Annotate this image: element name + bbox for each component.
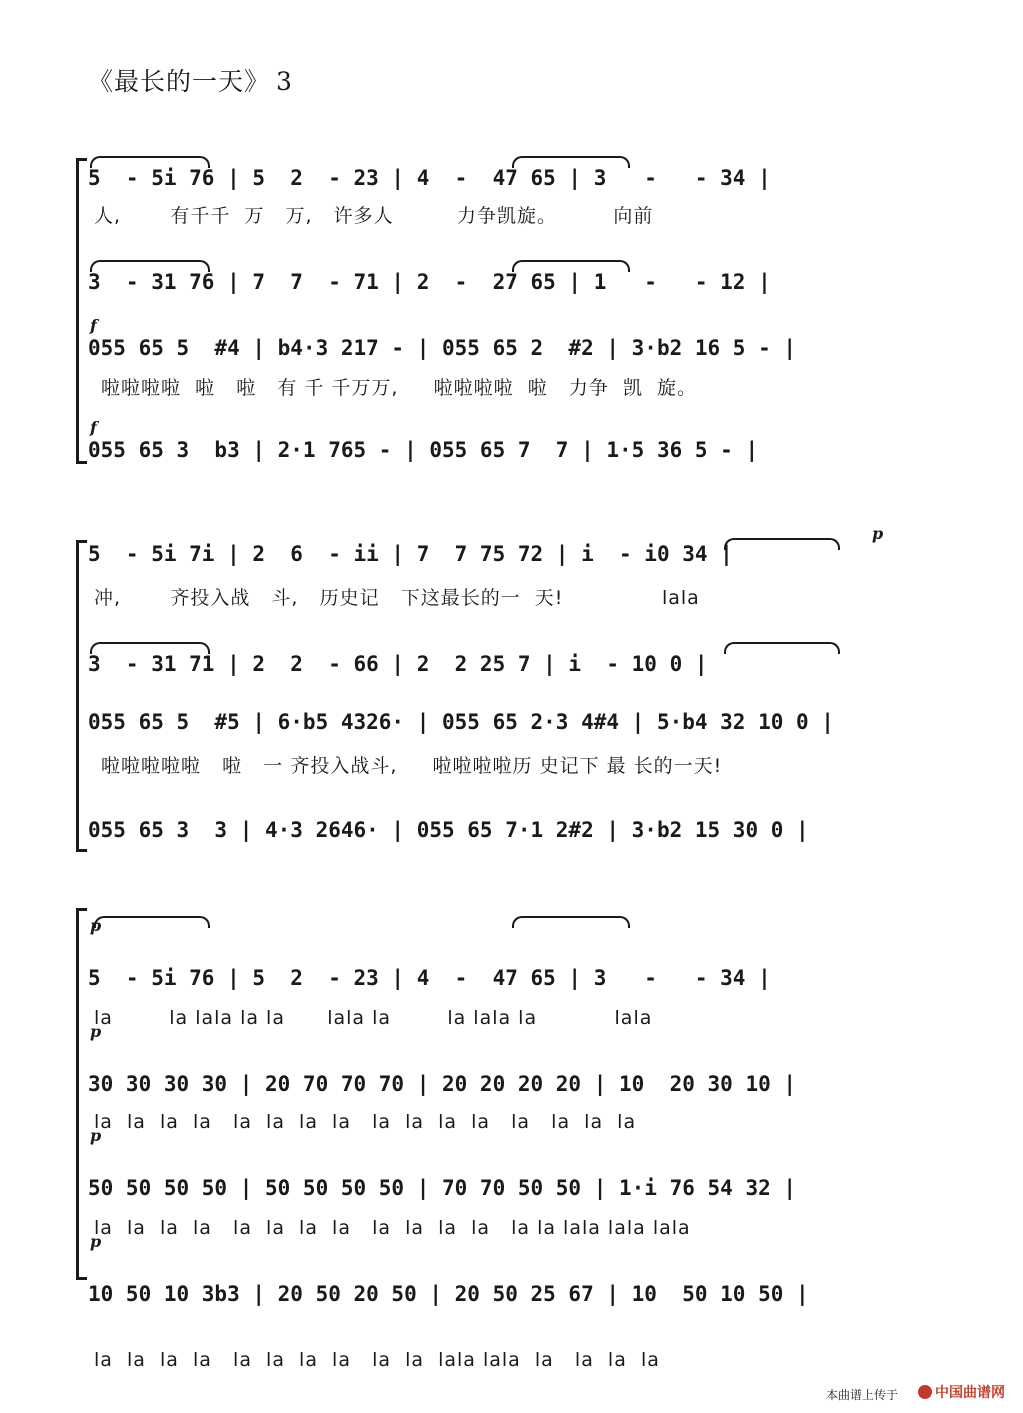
notation-row: 3 - 31 71 | 2 2 - 66 | 2 2 25 7 | i - 10 0 | bbox=[88, 652, 708, 676]
tie bbox=[94, 916, 210, 928]
notation-row: 5 - 5i 76 | 5 2 - 23 | 4 - 47 65 | 3 - - 34 | bbox=[88, 166, 771, 190]
lyric-row: 人, 有千千 万 万, 许多人 力争凯旋。 向前 bbox=[94, 205, 654, 227]
score-system-2 bbox=[76, 524, 936, 852]
lyric-row: la la la la la la la la la la la la la la lala lala lala bbox=[94, 1217, 691, 1239]
notation-row: 3 - 31 76 | 7 7 - 71 | 2 - 27 65 | 1 - - 12 | bbox=[88, 270, 771, 294]
notation-row: 055 65 3 b3 | 2·1 765 - | 055 65 7 7 | 1·5 36 5 - | bbox=[88, 438, 759, 462]
lyric-row: 啦啦啦啦 啦 啦 有 千 千万万, 啦啦啦啦 啦 力争 凯 旋。 bbox=[94, 377, 698, 399]
lyric-row: 啦啦啦啦啦 啦 一 齐投入战斗, 啦啦啦啦历 史记下 最 长的一天! bbox=[94, 755, 723, 777]
dynamic-mark: p bbox=[90, 1232, 102, 1251]
notation-row: 055 65 5 #5 | 6·b5 4326· | 055 65 2·3 4#4 | 5·b4 32 10 0 | bbox=[88, 710, 834, 734]
dynamic-piano-mark: p bbox=[872, 524, 884, 543]
dynamic-mark: p bbox=[90, 1126, 102, 1145]
system-brace bbox=[76, 908, 87, 1280]
dynamic-mark: p bbox=[90, 916, 102, 935]
notation-row: 50 50 50 50 | 50 50 50 50 | 70 70 50 50 | 1·i 76 54 32 | bbox=[88, 1176, 797, 1200]
site-logo-text: 中国曲谱网 bbox=[935, 1385, 1005, 1401]
lyric-row: 冲, 齐投入战 斗, 历史记 下这最长的一 天! lala bbox=[94, 587, 700, 609]
notation-row: 5 - 5i 7i | 2 6 - ii | 7 7 75 72 | i - i0 34 | bbox=[88, 542, 733, 566]
lyric-row: la la la la la la la la la la lala lala la la la la bbox=[94, 1349, 660, 1371]
dynamic-mark: p bbox=[90, 1022, 102, 1041]
system-brace bbox=[76, 540, 87, 852]
notation-row: 30 30 30 30 | 20 70 70 70 | 20 20 20 20 | 10 20 30 10 | bbox=[88, 1072, 797, 1096]
notation-row: 055 65 5 #4 | b4·3 217 - | 055 65 2 #2 | 3·b2 16 5 - | bbox=[88, 336, 797, 360]
title-text: 《最长的一天》 bbox=[88, 67, 271, 96]
score-system-1 bbox=[76, 158, 936, 464]
tie bbox=[512, 916, 630, 928]
dynamic-mark: f bbox=[90, 316, 97, 335]
upload-footer: 本曲谱上传于 bbox=[826, 1388, 899, 1402]
system-brace bbox=[76, 158, 87, 464]
notation-row: 10 50 10 3b3 | 20 50 20 50 | 20 50 25 67 | 10 50 10 50 | bbox=[88, 1282, 809, 1306]
site-logo bbox=[918, 1382, 1016, 1402]
page-number: 3 bbox=[276, 67, 293, 96]
notation-row: 5 - 5i 76 | 5 2 - 23 | 4 - 47 65 | 3 - - 34 | bbox=[88, 966, 771, 990]
notation-row: 055 65 3 3 | 4·3 2646· | 055 65 7·1 2#2 | 3·b2 15 30 0 | bbox=[88, 818, 809, 842]
logo-icon bbox=[918, 1385, 932, 1399]
score-system-3 bbox=[76, 908, 936, 1371]
lyric-row: la la lala la la lala la la lala la lala bbox=[94, 1007, 653, 1029]
dynamic-mark: f bbox=[90, 418, 97, 437]
page-title bbox=[88, 62, 293, 98]
lyric-row: la la la la la la la la la la la la la la la la bbox=[94, 1111, 637, 1133]
